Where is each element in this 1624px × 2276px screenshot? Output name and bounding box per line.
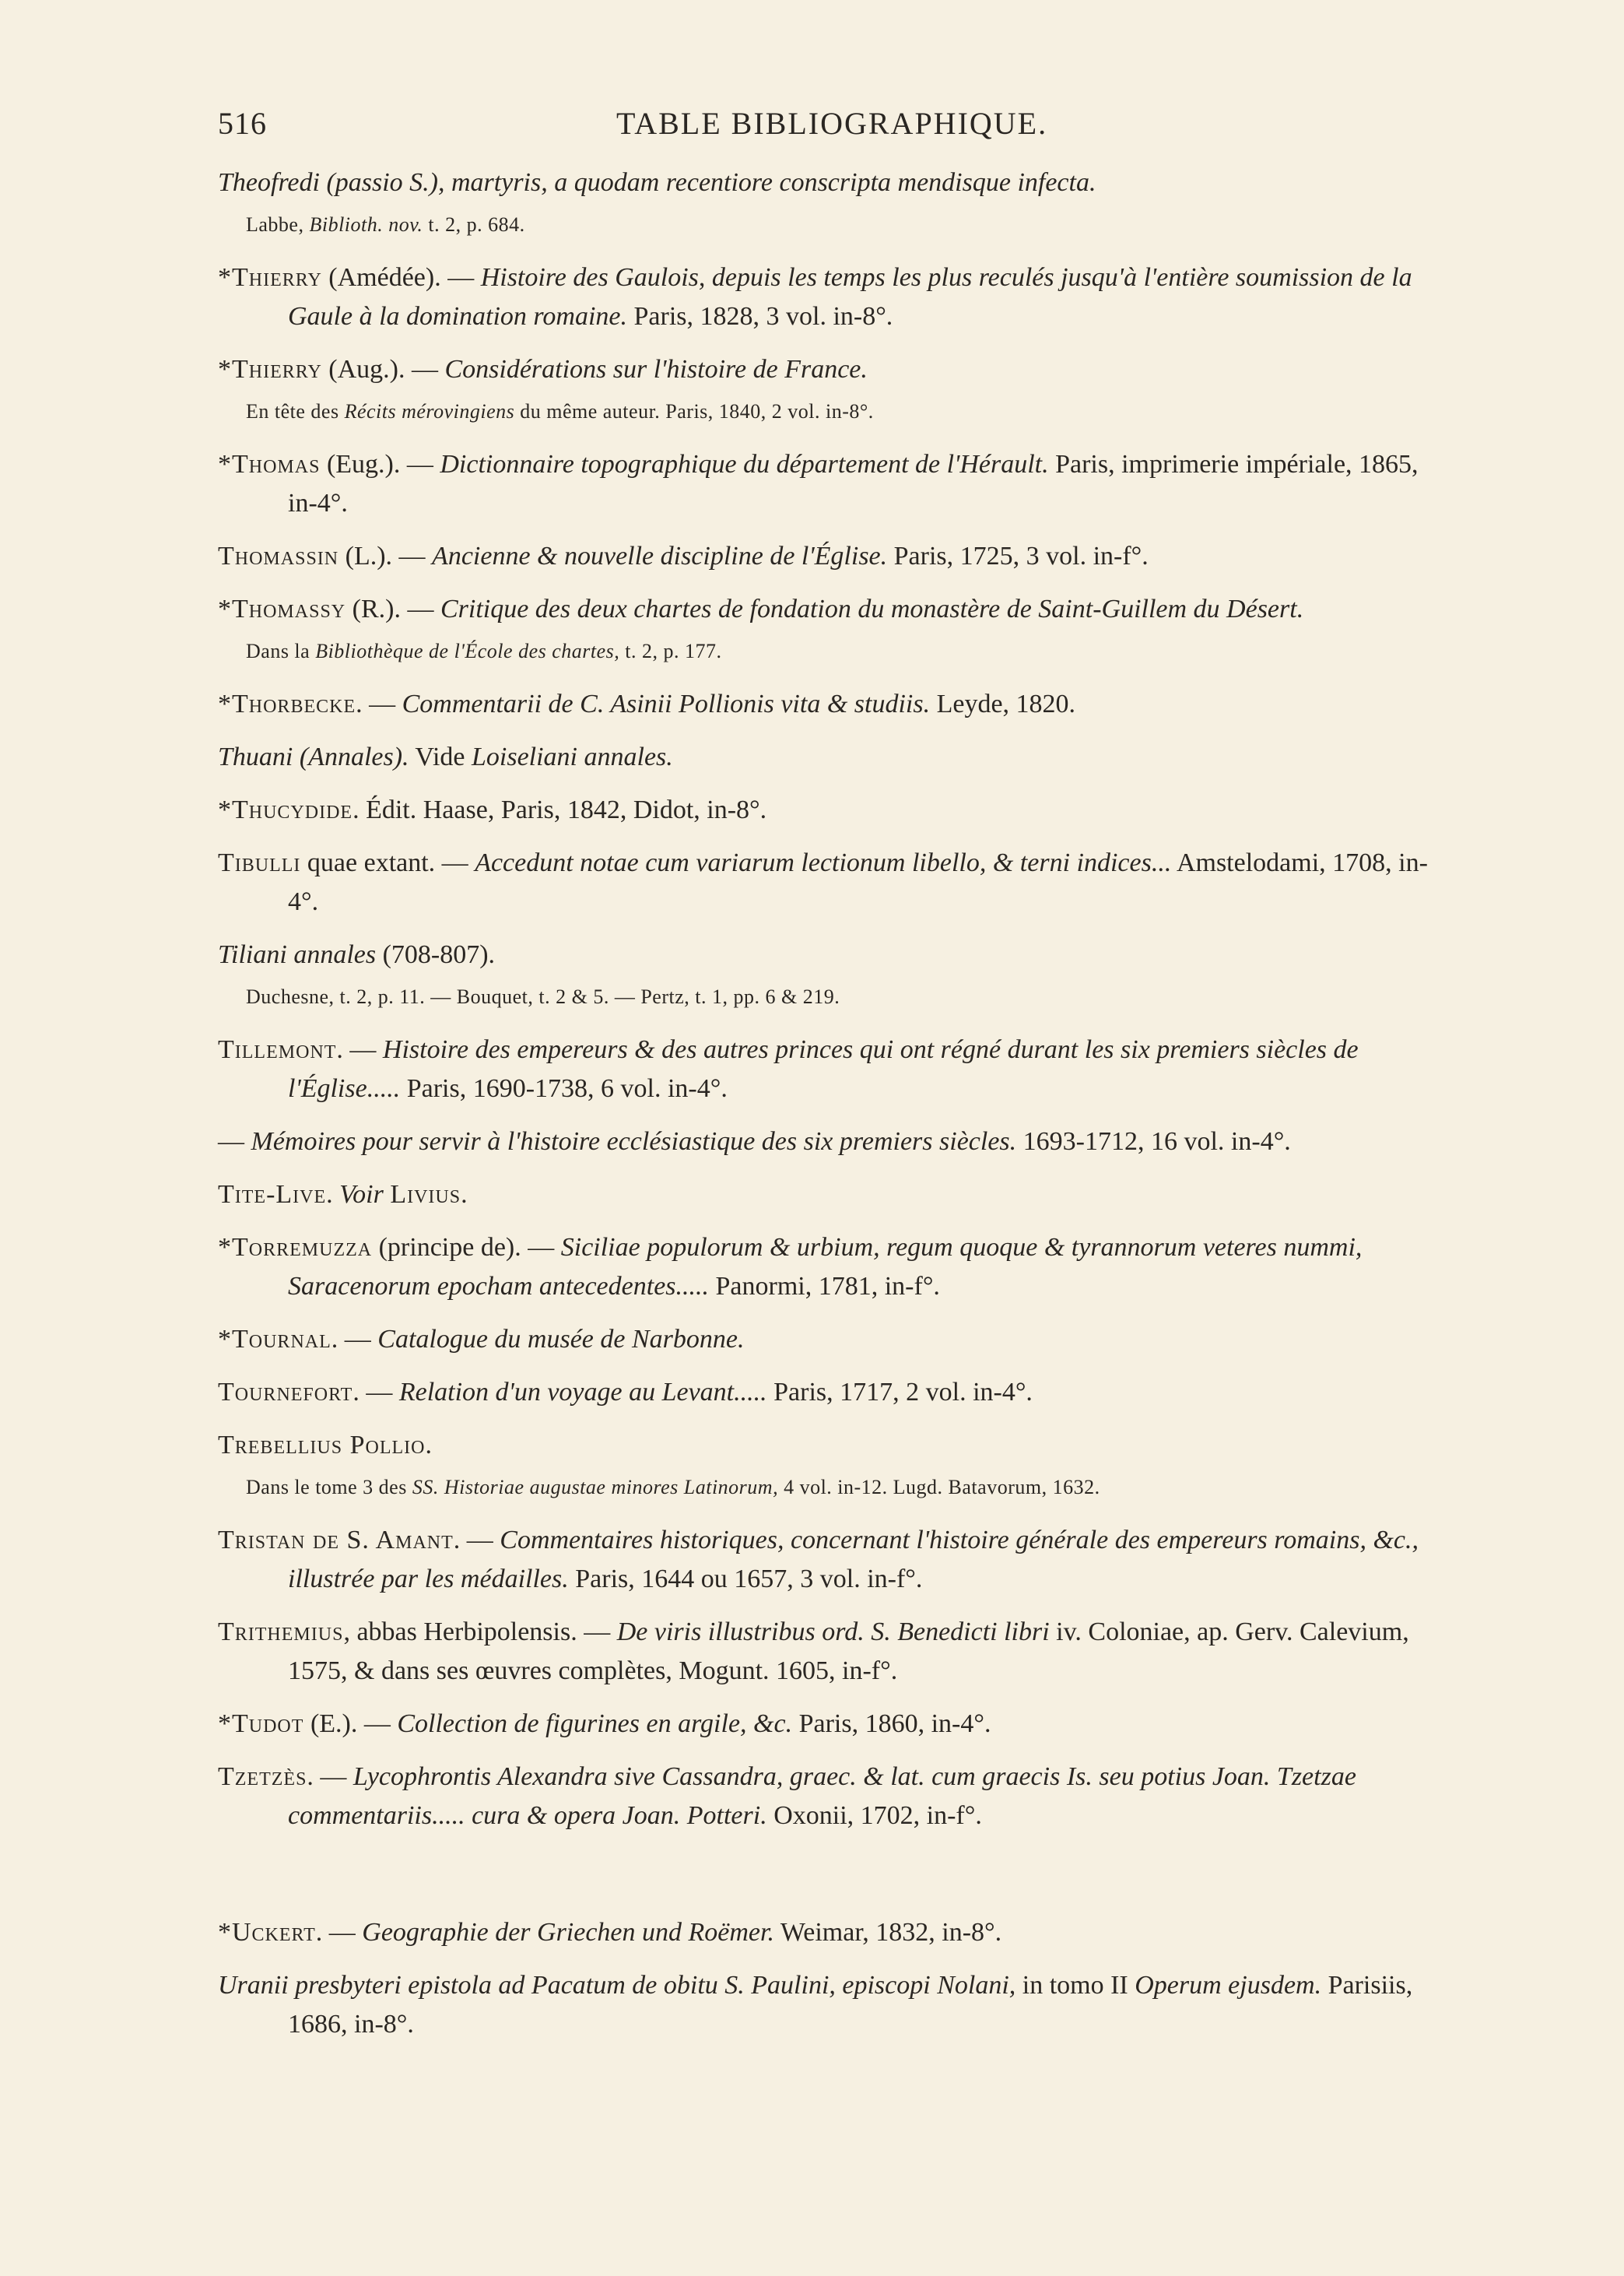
entry-text: (Amédée). — — [321, 263, 481, 292]
bibliography-entry — [218, 1373, 1432, 1412]
italic-title-text: De viris illustribus ord. S. Benedicti libri — [616, 1617, 1050, 1646]
italic-title-text: Tiliani annales — [218, 940, 377, 969]
entry-text: . — — [307, 1762, 353, 1791]
entry-text: iv. Coloniae, ap. Gerv. Calevium, 1575, & dans ses œuvres complètes, Mogunt. 1605, in-f°. — [288, 1617, 1409, 1685]
entry-text: Duchesne, t. 2, p. 11. — Bouquet, t. 2 & 5. — Pertz, t. 1, pp. 6 & 219. — [246, 985, 840, 1008]
bibliography-entry — [218, 685, 1432, 724]
bibliography-list — [218, 163, 1432, 2058]
italic-title-text: Histoire des empereurs & des autres princes qui ont régné durant les six premiers siècles de l'Église..... — [288, 1035, 1359, 1103]
author-name: *Thierry — [218, 263, 322, 292]
author-name: *Thomassy — [218, 595, 346, 623]
entry-text: Paris, 1860, in-4°. — [792, 1709, 991, 1738]
entry-text: (principe de). — — [372, 1233, 561, 1262]
running-title: TABLE BIBLIOGRAPHIQUE. — [616, 106, 1048, 141]
author-name: Tibulli — [218, 848, 301, 877]
entry-text: Oxonii, 1702, in-f°. — [766, 1801, 982, 1830]
bibliography-entry — [218, 1320, 1432, 1359]
entry-text: (E.). — — [303, 1709, 398, 1738]
author-name: Tillemont — [218, 1035, 337, 1064]
italic-title-text: Commentaires historiques, concernant l'histoire générale des empereurs romains, &c., illustrée par les médailles. — [288, 1526, 1419, 1593]
italic-title-text: Critique des deux chartes de fondation du monastère de Saint-Guillem du Désert. — [440, 595, 1304, 623]
entry-text: Paris, 1644 ou 1657, 3 vol. in-f°. — [568, 1565, 923, 1593]
entry-text: . — — [353, 1378, 399, 1407]
entry-text: , abbas Herbipolensis. — — [343, 1617, 617, 1646]
author-name: Tristan de S. Amant — [218, 1526, 454, 1554]
entry-text: Paris, 1690-1738, 6 vol. in-4°. — [400, 1074, 728, 1103]
entry-text: . — — [331, 1325, 378, 1354]
author-name: *Thierry — [218, 355, 322, 384]
author-name: Tzetzès — [218, 1762, 307, 1791]
entry-text: Paris, 1725, 3 vol. in-f°. — [887, 542, 1149, 571]
entry-text: t. 2, p. 684. — [423, 213, 525, 236]
bibliography-entry — [218, 844, 1432, 922]
author-name: *Thorbecke — [218, 690, 356, 718]
entry-text: Vide — [409, 743, 472, 771]
italic-title-text: Voir — [339, 1180, 384, 1209]
author-name: *Thucydide — [218, 796, 353, 824]
entry-text: . — [326, 1180, 340, 1209]
italic-title-text: Catalogue du musée de Narbonne. — [377, 1325, 745, 1354]
entry-text: (Eug.). — — [320, 450, 440, 479]
bibliography-entry — [218, 537, 1432, 576]
italic-title-text: Commentarii de C. Asinii Pollionis vita & studiis. — [402, 690, 931, 718]
bibliography-entry — [218, 791, 1432, 830]
entry-text: (R.). — — [345, 595, 440, 623]
italic-title-text: Accedunt notae cum variarum lectionum libello, & terni indices... — [475, 848, 1172, 877]
entry-text: . — — [453, 1526, 500, 1554]
bibliography-entry — [218, 1613, 1432, 1691]
entry-text: du même auteur. Paris, 1840, 2 vol. in-8°. — [514, 400, 874, 423]
italic-title-text: Considérations sur l'histoire de France. — [444, 355, 868, 384]
italic-title-text: Collection de figurines en argile, &c. — [397, 1709, 793, 1738]
entry-text: Dans la — [246, 640, 316, 662]
italic-title-text: Thuani (Annales). — [218, 743, 409, 771]
italic-title-text: Récits mérovingiens — [344, 400, 515, 423]
bibliography-entry — [218, 445, 1432, 523]
bibliography-entry — [218, 738, 1432, 777]
italic-title-text: Siciliae populorum & urbium, regum quoque & tyrannorum veteres nummi, Saracenorum epocham antecedentes..... — [288, 1233, 1363, 1301]
bibliography-entry — [218, 163, 1432, 202]
bibliography-entry — [218, 590, 1432, 629]
italic-title-text: Geographie der Griechen und Roëmer. — [362, 1918, 774, 1947]
bibliography-entry — [218, 936, 1432, 975]
bibliography-note — [246, 397, 1432, 427]
entry-text: . — — [315, 1918, 363, 1947]
bibliography-entry — [218, 1031, 1432, 1108]
author-name: Livius — [390, 1180, 461, 1209]
author-name: *Thomas — [218, 450, 321, 479]
entry-text: t. 2, p. 177. — [619, 640, 722, 662]
entry-text: . Édit. Haase, Paris, 1842, Didot, in-8°. — [353, 796, 767, 824]
author-name: Trebellius Pollio — [218, 1431, 426, 1459]
entry-text: . — [461, 1180, 468, 1209]
entry-text: Leyde, 1820. — [930, 690, 1076, 718]
bibliography-entry — [218, 258, 1432, 336]
entry-text: . — — [356, 690, 402, 718]
page-number: 516 — [218, 106, 267, 141]
entry-text: Paris, imprimerie impériale, 1865, in-4°. — [288, 450, 1419, 518]
entry-text: (L.). — — [338, 542, 433, 571]
italic-title-text: Relation d'un voyage au Levant..... — [398, 1378, 767, 1407]
bibliography-entry — [218, 1521, 1432, 1599]
entry-text: (Aug.). — — [321, 355, 445, 384]
author-name: *Tournal — [218, 1325, 331, 1354]
bibliography-note — [246, 1473, 1432, 1502]
author-name: *Torremuzza — [218, 1233, 373, 1262]
entry-text: En tête des — [246, 400, 345, 423]
entry-text: Paris, 1717, 2 vol. in-4°. — [766, 1378, 1033, 1407]
entry-text: 1693-1712, 16 vol. in-4°. — [1016, 1127, 1291, 1156]
author-name: *Tudot — [218, 1709, 304, 1738]
bibliography-entry — [218, 1175, 1432, 1214]
entry-text: (708-807). — [376, 940, 496, 969]
italic-title-text: Biblioth. nov. — [309, 213, 423, 236]
author-name: *Uckert — [218, 1918, 316, 1947]
bibliography-entry — [218, 1426, 1432, 1465]
bibliography-note — [246, 210, 1432, 240]
italic-title-text: SS. Historiae augustae minores Latinorum, — [412, 1476, 779, 1498]
author-name: Thomassin — [218, 542, 339, 571]
author-name: Trithemius — [218, 1617, 344, 1646]
entry-text: Parisiis, 1686, in-8°. — [288, 1971, 1413, 2039]
italic-title-text: Ancienne & nouvelle discipline de l'Église. — [432, 542, 888, 571]
bibliography-entry — [218, 1913, 1432, 1952]
entry-text: — — [218, 1127, 251, 1156]
entry-text: 4 vol. in-12. Lugd. Batavorum, 1632. — [778, 1476, 1100, 1498]
italic-title-text: Histoire des Gaulois, depuis les temps les plus reculés jusqu'à l'entière soumission de la Gaule à la domination romaine. — [288, 263, 1412, 331]
entry-text: quae extant. — — [300, 848, 475, 877]
bibliography-entry — [218, 1122, 1432, 1161]
entry-text: in tomo II — [1015, 1971, 1135, 2000]
bibliography-entry — [218, 1705, 1432, 1744]
author-name: Tournefort — [218, 1378, 353, 1407]
bibliography-note — [246, 982, 1432, 1012]
italic-title-text: Uranii presbyteri epistola ad Pacatum de obitu S. Paulini, episcopi Nolani, — [218, 1971, 1016, 2000]
bibliography-entry — [218, 1228, 1432, 1306]
bibliography-note — [246, 637, 1432, 666]
author-name: Tite-Live — [218, 1180, 327, 1209]
italic-title-text: Mémoires pour servir à l'histoire ecclésiastique des six premiers siècles. — [251, 1127, 1017, 1156]
entry-text: Paris, 1828, 3 vol. in-8°. — [627, 302, 893, 331]
bibliography-entry — [218, 1758, 1432, 1835]
entry-text: Labbe, — [246, 213, 310, 236]
italic-title-text: Lycophrontis Alexandra sive Cassandra, graec. & lat. cum graecis Is. seu potius Joan. Tzetzae commentariis..... cura & opera Joan. Potteri. — [288, 1762, 1356, 1830]
italic-title-text: Theofredi (passio S.), martyris, a quodam recentiore conscripta mendisque infecta. — [218, 168, 1096, 197]
section-gap — [218, 1849, 1432, 1913]
entry-text: Amstelodami, 1708, in-4°. — [288, 848, 1428, 916]
italic-title-text: Bibliothèque de l'École des chartes, — [315, 640, 620, 662]
entry-text: Panormi, 1781, in-f°. — [709, 1272, 940, 1301]
running-header — [218, 105, 1074, 152]
italic-title-text: Operum ejusdem. — [1135, 1971, 1322, 2000]
entry-text: . — — [336, 1035, 383, 1064]
entry-text: . — [425, 1431, 432, 1459]
entry-text: Weimar, 1832, in-8°. — [774, 1918, 1002, 1947]
entry-text: Dans le tome 3 des — [246, 1476, 412, 1498]
italic-title-text: Dictionnaire topographique du département de l'Hérault. — [440, 450, 1049, 479]
italic-title-text: Loiseliani annales. — [471, 743, 673, 771]
bibliography-entry — [218, 1966, 1432, 2044]
bibliography-entry — [218, 350, 1432, 389]
